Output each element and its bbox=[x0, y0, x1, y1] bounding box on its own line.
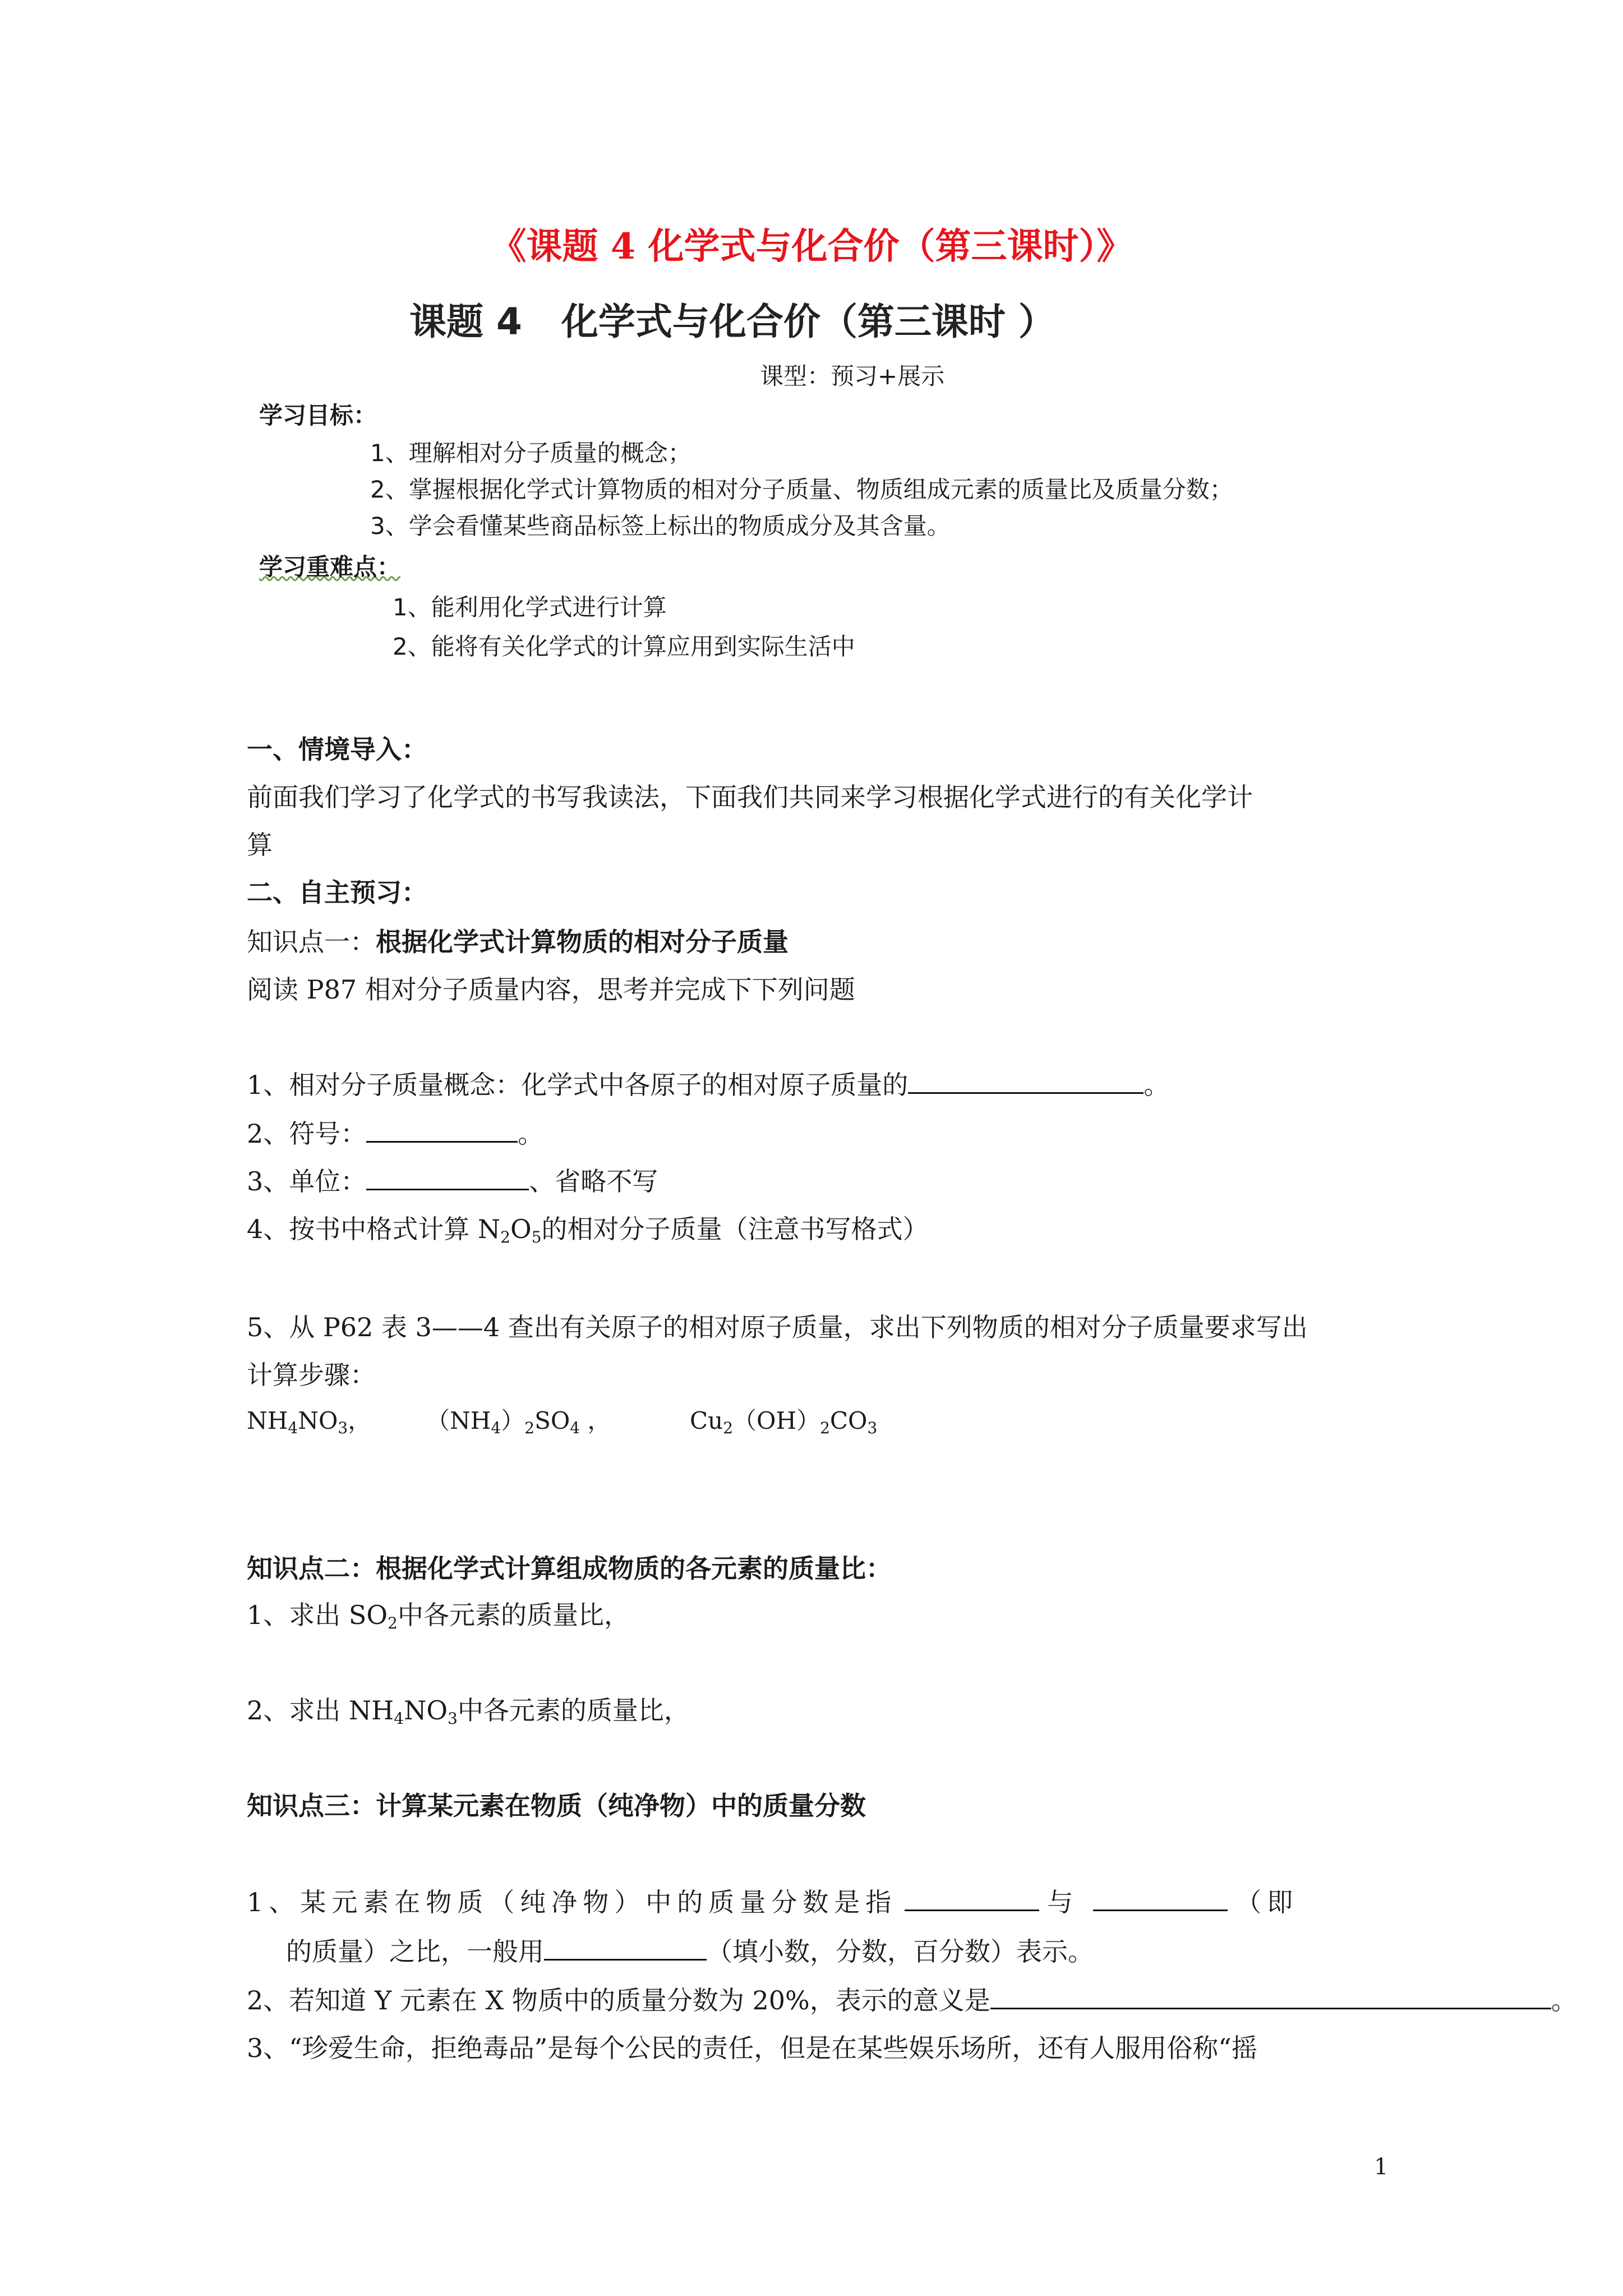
kp2-question-2-end: 中各元素的质量比， bbox=[457, 1695, 690, 1726]
formula-part: SO bbox=[534, 1407, 570, 1434]
key-points-title bbox=[259, 549, 400, 582]
formula-part: ， bbox=[348, 1407, 372, 1434]
formula-part: NH bbox=[247, 1407, 288, 1434]
question-4-text: 4、按书中格式计算 N bbox=[247, 1214, 501, 1244]
answer-blank[interactable] bbox=[366, 1166, 529, 1190]
reading-instruction: 阅读 P87 相对分子质量内容，思考并完成下下列问题 bbox=[247, 974, 855, 1005]
subscript: 5 bbox=[531, 1228, 542, 1246]
heading-part1: 课题 4 bbox=[409, 300, 522, 343]
formula-part: ） bbox=[501, 1407, 525, 1434]
answer-blank[interactable] bbox=[908, 1070, 1144, 1094]
answer-blank[interactable] bbox=[905, 1887, 1039, 1911]
key-points-title-text: 学习重难点： bbox=[259, 553, 401, 581]
formula-1 bbox=[247, 1402, 371, 1437]
kp1-prefix: 知识点一： bbox=[247, 927, 376, 957]
formula-3 bbox=[690, 1402, 877, 1437]
formula-part: NO bbox=[404, 1695, 448, 1726]
subscript: 4 bbox=[394, 1709, 404, 1728]
formula-part: CO bbox=[829, 1407, 868, 1434]
subscript: 2 bbox=[820, 1419, 830, 1437]
subscript: 3 bbox=[338, 1419, 348, 1437]
question-3-text: 3、单位： bbox=[247, 1166, 367, 1197]
question-1-text: 1、相对分子质量概念：化学式中各原子的相对原子质量的 bbox=[247, 1070, 909, 1100]
kp2-question-1 bbox=[247, 1595, 630, 1632]
question-1 bbox=[247, 1065, 1169, 1102]
heading-part2: 化学式与化合价（第三课时 ） bbox=[561, 300, 1055, 343]
kp3-question-3: 3、“珍爱生命，拒绝毒品”是每个公民的责任，但是在某些娱乐场所，还有人服用俗称“摇 bbox=[247, 2033, 1257, 2063]
kp2-question-1-end: 中各元素的质量比， bbox=[397, 1600, 630, 1630]
answer-blank[interactable] bbox=[544, 1936, 707, 1961]
kp3-question-1-cont: （即 bbox=[1235, 1887, 1299, 1917]
question-2 bbox=[247, 1114, 543, 1151]
section2-title: 二、自主预习： bbox=[247, 877, 427, 908]
kp2-question-1-text: 1、求出 SO bbox=[247, 1600, 388, 1630]
formula-part: NO bbox=[298, 1407, 338, 1434]
kp3-question-1-and: 与 bbox=[1047, 1887, 1079, 1917]
kp3-question-2-text: 2、若知道 Y 元素在 X 物质中的质量分数为 20%，表示的意义是 bbox=[247, 1985, 990, 2016]
subscript: 4 bbox=[570, 1419, 580, 1437]
objectives-title: 学习目标： bbox=[259, 402, 377, 429]
kp3-question-1-line2-end: （填小数，分数，百分数）表示。 bbox=[707, 1936, 1094, 1967]
kp3-question-2 bbox=[247, 1980, 1577, 2017]
formula-part: ， bbox=[580, 1407, 611, 1434]
objective-item: 3、学会看懂某些商品标签上标出的物质成分及其含量。 bbox=[370, 512, 951, 540]
knowledge-point-1 bbox=[247, 922, 789, 959]
subscript: 2 bbox=[500, 1228, 510, 1246]
answer-blank[interactable] bbox=[366, 1119, 518, 1143]
objective-item: 1、理解相对分子质量的概念； bbox=[370, 439, 691, 467]
question-1-end: 。 bbox=[1144, 1070, 1170, 1100]
question-2-end: 。 bbox=[518, 1119, 544, 1149]
knowledge-point-3: 知识点三：计算某元素在物质（纯净物）中的质量分数 bbox=[247, 1791, 866, 1821]
question-4 bbox=[247, 1209, 929, 1246]
subscript: 2 bbox=[723, 1419, 734, 1437]
kp3-question-1-line2 bbox=[286, 1931, 1094, 1968]
formula-part: （NH bbox=[426, 1407, 491, 1434]
section1-text: 前面我们学习了化学式的书写我读法，下面我们共同来学习根据化学式进行的有关化学计 bbox=[247, 782, 1253, 812]
subscript: 4 bbox=[491, 1419, 501, 1437]
kp3-question-1-text: 1、某元素在物质（纯净物）中的质量分数是指 bbox=[247, 1887, 897, 1917]
subscript: 3 bbox=[867, 1419, 878, 1437]
question-3 bbox=[247, 1161, 658, 1198]
page-number: 1 bbox=[1374, 2154, 1389, 2180]
document-title: 《课题 4 化学式与化合价（第三课时）》 bbox=[490, 226, 1133, 268]
lesson-heading bbox=[409, 292, 1095, 345]
question-5-cont: 计算步骤： bbox=[247, 1360, 376, 1390]
kp1-title: 根据化学式计算物质的相对分子质量 bbox=[376, 927, 789, 957]
formula-part: Cu bbox=[690, 1407, 723, 1434]
question-2-text: 2、符号： bbox=[247, 1119, 367, 1149]
formula-part: O bbox=[510, 1214, 532, 1244]
subscript: 2 bbox=[524, 1419, 535, 1437]
key-point-item: 2、能将有关化学式的计算应用到实际生活中 bbox=[393, 633, 855, 660]
section1-text-cont: 算 bbox=[247, 830, 273, 860]
knowledge-point-2: 知识点二：根据化学式计算组成物质的各元素的质量比： bbox=[247, 1553, 892, 1584]
answer-blank[interactable] bbox=[990, 1985, 1551, 2009]
kp2-question-2-text: 2、求出 NH bbox=[247, 1695, 394, 1726]
section1-title: 一、情境导入： bbox=[247, 734, 427, 765]
formula-2 bbox=[426, 1402, 611, 1437]
question-5: 5、从 P62 表 3——4 查出有关原子的相对原子质量，求出下列物质的相对分子质量要求写出 bbox=[247, 1312, 1308, 1342]
kp2-question-2 bbox=[247, 1690, 690, 1728]
subscript: 2 bbox=[388, 1614, 398, 1632]
question-3-end: 、省略不写 bbox=[529, 1166, 658, 1197]
subscript: 3 bbox=[448, 1709, 458, 1728]
objective-item: 2、掌握根据化学式计算物质的相对分子质量、物质组成元素的质量比及质量分数； bbox=[370, 476, 1233, 503]
question-4-text-end: 的相对分子质量（注意书写格式） bbox=[541, 1214, 929, 1244]
formula-part: （OH） bbox=[733, 1407, 820, 1434]
answer-blank[interactable] bbox=[1093, 1887, 1228, 1911]
lesson-type: 课型：预习+展示 bbox=[760, 362, 945, 390]
kp3-question-2-end: 。 bbox=[1551, 1985, 1577, 2016]
key-point-item: 1、能利用化学式进行计算 bbox=[393, 593, 667, 621]
subscript: 4 bbox=[288, 1419, 298, 1437]
kp3-question-1-line2-text: 的质量）之比，一般用 bbox=[286, 1936, 544, 1967]
kp3-question-1 bbox=[247, 1882, 1298, 1919]
